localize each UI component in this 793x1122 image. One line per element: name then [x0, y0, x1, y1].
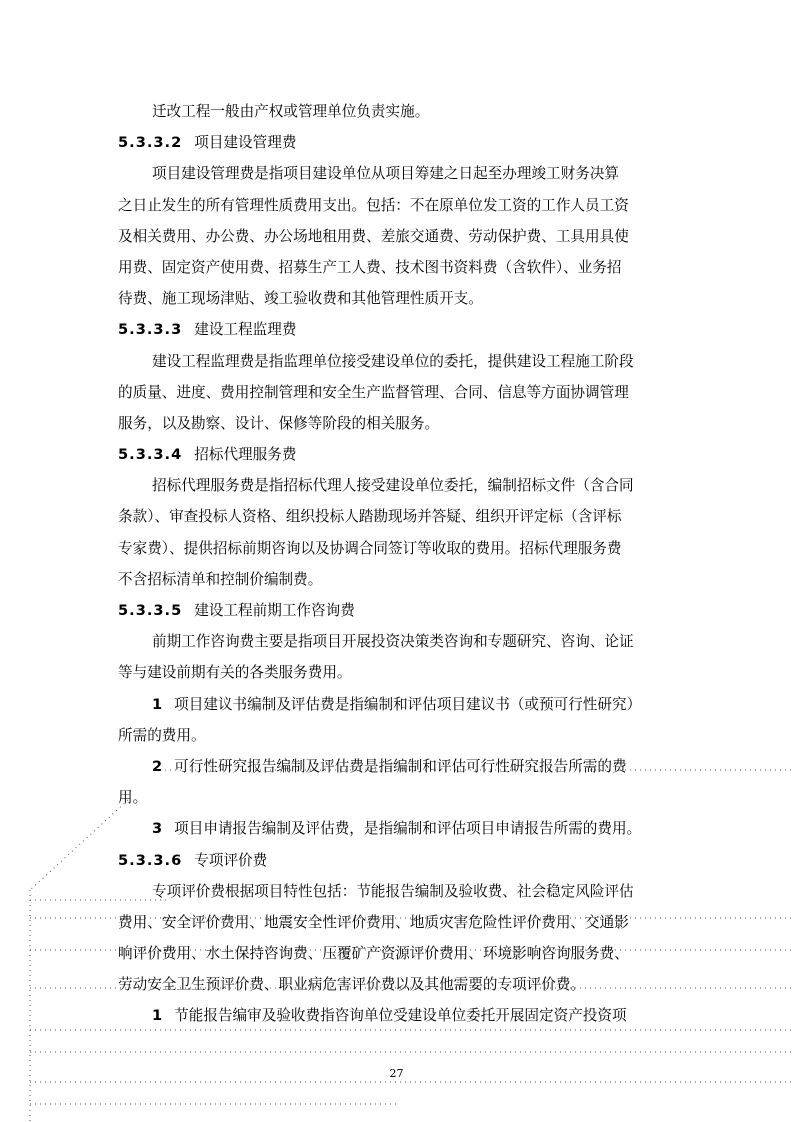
- list-item-number: 1: [152, 695, 163, 713]
- list-item-number: 2: [152, 757, 163, 775]
- list-item-text: 节能报告编审及验收费指咨询单位受建设单位委托开展固定资产投资项: [174, 1007, 627, 1025]
- list-item: [118, 689, 678, 720]
- paragraph-line: 用。: [118, 789, 148, 807]
- section-heading: [118, 127, 678, 158]
- paragraph-line: 专项评价费根据项目特性包括：节能报告编制及验收费、社会稳定风险评估: [152, 882, 634, 900]
- paragraph-line: 待费、施工现场津贴、竣工验收费和其他管理性质开支。: [118, 290, 483, 308]
- paragraph-line: 项目建设管理费是指项目建设单位从项目筹建之日起至办理竣工财务决算: [152, 165, 620, 183]
- paragraph-line: 招标代理服务费是指招标代理人接受建设单位委托，编制招标文件（含合同: [152, 477, 634, 495]
- section-number: 5.3.3.3: [118, 321, 183, 339]
- section-title: 项目建设管理费: [194, 134, 297, 152]
- section-number: 5.3.3.6: [118, 851, 183, 869]
- paragraph-line: 不含招标清单和控制价编制费。: [118, 570, 323, 588]
- paragraph-line: 用费、固定资产使用费、招募生产工人费、技术图书资料费（含软件）、业务招: [118, 258, 622, 276]
- section-title: 建设工程前期工作咨询费: [194, 602, 355, 619]
- paragraph-line: 劳动安全卫生预评价费、职业病危害评价费以及其他需要的专项评价费。: [118, 976, 586, 994]
- section-title: 招标代理服务费: [194, 446, 297, 464]
- list-item: [118, 813, 678, 844]
- paragraph-line: 专家费）、提供招标前期咨询以及协调合同签订等收取的费用。招标代理服务费: [118, 539, 622, 557]
- paragraph-line: 建设工程监理费是指监理单位接受建设单位的委托，提供建设工程施工阶段: [152, 352, 634, 370]
- section-heading: [118, 314, 678, 345]
- list-item-number: 3: [152, 820, 163, 838]
- list-item-text: 项目申请报告编制及评估费，是指编制和评估项目申请报告所需的费用。: [174, 820, 642, 838]
- paragraph-line: 迁改工程一般由产权或管理单位负责实施。: [152, 103, 430, 120]
- section-heading: [118, 595, 678, 626]
- section-heading: [118, 439, 678, 470]
- list-item-text: 项目建议书编制及评估费是指编制和评估项目建议书（或预可行性研究）: [174, 695, 642, 713]
- paragraph-line: 等与建设前期有关的各类服务费用。: [118, 664, 352, 682]
- paragraph-line: 的质量、进度、费用控制管理和安全生产监督管理、合同、信息等方面协调管理: [118, 383, 629, 401]
- section-number: 5.3.3.2: [118, 134, 183, 152]
- paragraph-line: 条款）、审查投标人资格、组织投标人踏勘现场并答疑、组织开评定标（含评标: [118, 508, 622, 526]
- paragraph-line: 费用、安全评价费用、地震安全性评价费用、地质灾害危险性评价费用、交通影: [118, 913, 629, 931]
- document-body: [118, 96, 678, 1032]
- paragraph-line: 所需的费用。: [118, 726, 206, 744]
- list-item: [118, 751, 678, 782]
- section-number: 5.3.3.5: [118, 602, 183, 619]
- paragraph-line: 响评价费用、水土保持咨询费、压覆矿产资源评价费用、环境影响咨询服务费、: [118, 945, 629, 963]
- paragraph-line: 服务，以及勘察、设计、保修等阶段的相关服务。: [118, 414, 440, 432]
- paragraph-line: 前期工作咨询费主要是指项目开展投资决策类咨询和专题研究、咨询、论证: [152, 633, 634, 651]
- section-title: 建设工程监理费: [194, 321, 297, 339]
- page-number: 27: [389, 1067, 404, 1080]
- section-number: 5.3.3.4: [118, 446, 183, 464]
- paragraph-line: 及相关费用、办公费、办公场地租用费、差旅交通费、劳动保护费、工具用具使: [118, 227, 629, 245]
- list-item-text: 可行性研究报告编制及评估费是指编制和评估可行性研究报告所需的费: [174, 757, 627, 775]
- paragraph-line: 之日止发生的所有管理性质费用支出。包括：不在原单位发工资的工作人员工资: [118, 196, 629, 214]
- list-item: [118, 1000, 678, 1031]
- section-heading: [118, 845, 678, 876]
- section-title: 专项评价费: [194, 851, 268, 869]
- list-item-number: 1: [152, 1007, 163, 1025]
